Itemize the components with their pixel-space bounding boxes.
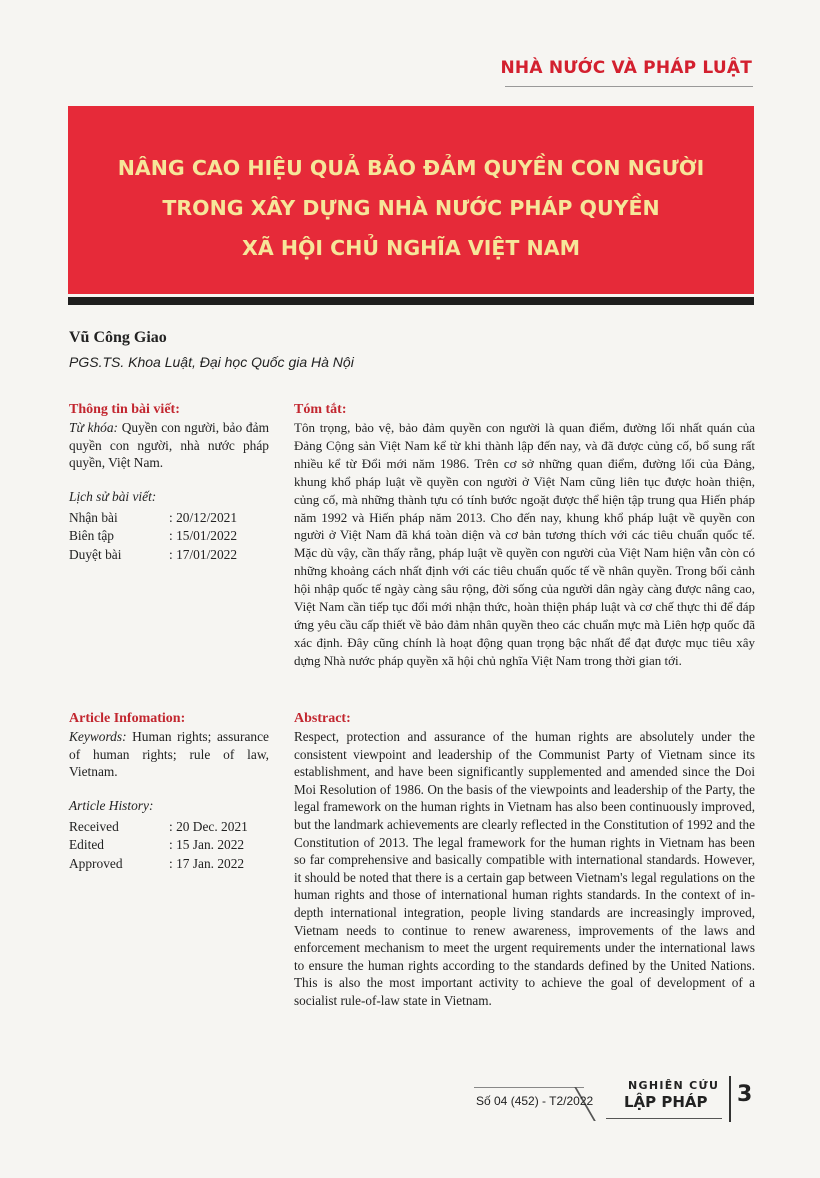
en-keywords-label: Keywords:	[69, 729, 127, 744]
section-divider	[505, 86, 753, 87]
en-keywords-text: Human rights; assurance of human rights; rule of law, Vietnam.	[69, 729, 269, 779]
journal-brand-main: LẬP PHÁP	[624, 1093, 708, 1111]
title-line: NÂNG CAO HIỆU QUẢ BẢO ĐẢM QUYỀN CON NGƯỜI	[117, 156, 705, 180]
en-keywords	[69, 728, 269, 781]
vn-abstract-heading: Tóm tắt:	[294, 402, 347, 417]
issue-number: Số 04 (452) - T2/2022	[476, 1094, 594, 1108]
vn-history-row	[69, 546, 269, 565]
vn-article-info	[69, 401, 269, 564]
history-key: Duyệt bài	[69, 546, 122, 562]
en-history-row	[69, 836, 269, 855]
footer-rule	[474, 1087, 584, 1088]
vn-keywords-text: Quyền con người, bảo đảm quyền con người, nhà nước pháp quyền, Việt Nam.	[69, 420, 269, 470]
history-key: Edited	[69, 837, 104, 852]
en-article-info	[69, 710, 269, 873]
en-abstract-text: Respect, protection and assurance of the human rights are absolutely under the consistent viewpoint and leadership of the Communist Party of Vietnam since its establishment, and have been significantly supplemented and amended since the Doi Moi Resolution of 1986. On the basis of the viewpoints and leadership of the Party, the legal framework on the human rights in Vietnam has also been continuously improved, but the landmark achievements are clearly reflected in the Constitution of 1992 and the Constitution of 2013. The legal framework for the human rights in Vietnam has been so far comprehensive and basically compatible with international standards. However, it should be noted that there is a certain gap between Vietnam's legal regulations on the human rights and those of international human rights standards. In the context of in-depth international integration, people living standards are increasingly improved, Vietnam needs to continue to renew awareness, improvements of the laws and enforcement mechanism to meet the urgent requirements under the international laws to ensure the human rights according to the standards defined by the United Nations. This is also the most important activity to achieve the goal of development of a socialist rule-of-law state in Vietnam.	[294, 729, 755, 1008]
vn-abstract-text: Tôn trọng, bảo vệ, bảo đảm quyền con người là quan điểm, đường lối nhất quán của Đảng Cộng sản Việt Nam kể từ khi thành lập đến nay, và đã được củng cố, bổ sung rất nhiều kể từ Đổi mới năm 1986. Trên cơ sở những quan điểm, đường lối của Đảng, khung khổ pháp luật về quyền con người ở Việt Nam cũng liên tục được hoàn thiện, củng cố, mà những thành tựu có tính bước ngoặt được thể hiện tập trung qua Hiến pháp năm 1992 và Hiến pháp năm 2013. Cho đến nay, khung khổ pháp luật về quyền con người ở Việt Nam đã khá toàn diện và cơ bản tương thích với các tiêu chuẩn quốc tế. Mặc dù vậy, cần thấy rằng, pháp luật về quyền con người của Việt Nam hiện vẫn còn có những khoảng cách nhất định với các tiêu chuẩn quốc tế về nhân quyền. Trong bối cảnh hội nhập quốc tế ngày càng sâu rộng, đời sống của người dân ngày càng được nâng cao, Việt Nam cần tiếp tục đổi mới nhận thức, hoàn thiện pháp luật và cơ chế thực thi để đáp ứng yêu cầu cấp thiết về bảo đảm nhân quyền theo các chuẩn mực mà Liên hợp quốc đã xác định. Đây cũng chính là hoạt động quan trọng bậc nhất để đạt được mục tiêu xây dựng Nhà nước pháp quyền xã hội chủ nghĩa Việt Nam trong thời gian tới.	[294, 420, 755, 668]
en-abstract	[294, 710, 755, 1010]
vn-info-heading: Thông tin bài viết:	[69, 402, 180, 417]
author-name: Vũ Công Giao	[69, 329, 167, 346]
page-number: 3	[737, 1082, 753, 1107]
title-line: XÃ HỘI CHỦ NGHĨA VIỆT NAM	[242, 236, 580, 260]
history-value: : 20/12/2021	[169, 509, 238, 525]
history-key: Biên tập	[69, 528, 114, 543]
en-history-row	[69, 855, 269, 874]
history-value: : 15 Jan. 2022	[169, 837, 245, 852]
vn-abstract	[294, 401, 755, 670]
en-abstract-heading: Abstract:	[294, 711, 351, 726]
en-info-heading: Article Infomation:	[69, 711, 186, 726]
history-key: Approved	[69, 855, 123, 871]
title-divider	[68, 297, 754, 305]
author-affiliation: PGS.TS. Khoa Luật, Đại học Quốc gia Hà Nội	[69, 354, 354, 370]
section-label: NHÀ NƯỚC VÀ PHÁP LUẬT	[500, 58, 752, 78]
en-history-label: Article History:	[69, 797, 154, 813]
history-value: : 17/01/2022	[169, 546, 238, 562]
title-line: TRONG XÂY DỰNG NHÀ NƯỚC PHÁP QUYỀN	[162, 196, 660, 220]
vn-keywords-label: Từ khóa:	[69, 420, 118, 435]
en-history-row	[69, 818, 269, 837]
article-title	[68, 148, 754, 268]
history-value: : 17 Jan. 2022	[169, 855, 245, 871]
vn-history-row	[69, 527, 269, 546]
page-separator	[729, 1076, 731, 1122]
vn-keywords	[69, 419, 269, 472]
title-band	[68, 106, 754, 294]
history-value: : 20 Dec. 2021	[169, 818, 248, 834]
history-key: Received	[69, 818, 119, 834]
journal-brand-top: NGHIÊN CỨU	[628, 1079, 720, 1092]
history-key: Nhận bài	[69, 509, 118, 525]
footer-rule	[606, 1118, 722, 1119]
vn-history-label: Lịch sử bài viết:	[69, 488, 157, 504]
history-value: : 15/01/2022	[169, 528, 238, 543]
vn-history-row	[69, 509, 269, 528]
